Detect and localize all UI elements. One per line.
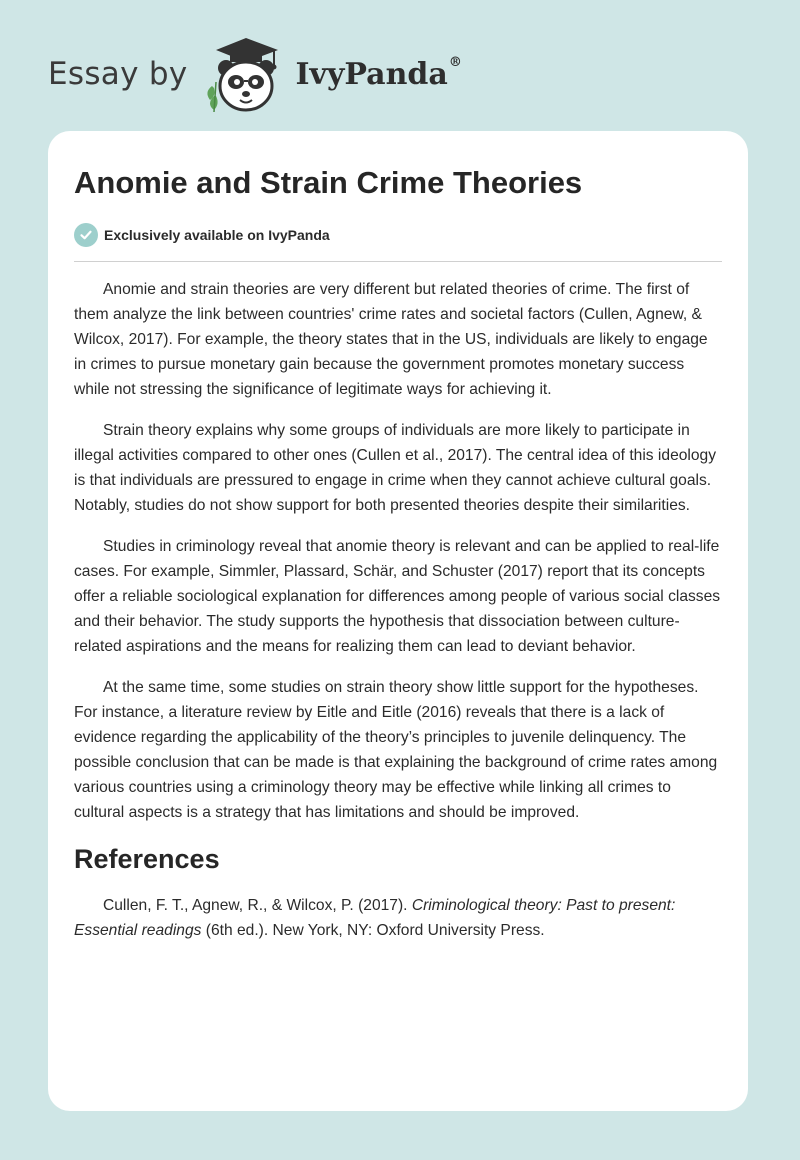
exclusive-label: Exclusively available on IvyPanda [104,227,330,243]
reference-authors: Cullen, F. T., Agnew, R., & Wilcox, P. (2017). [103,897,412,914]
paragraph: At the same time, some studies on strain theory show little support for the hypotheses. For instance, a literature review by Eitle and Eitle (2016) reveals that there is a lack of evidence regarding the applicability of the theory’s principles to juvenile delinquency. The possible conclusion that can be made is that explaining the background of crime rates among various countries using a criminology theory may be effective while linking all crimes to cultural aspects is a strategy that has limitations and should be improved. [74,679,718,821]
essay-card [48,131,748,1111]
page-title: Anomie and Strain Crime Theories [74,165,583,200]
site-header [48,34,462,114]
paragraph: Anomie and strain theories are very different but related theories of crime. The first of them analyze the link between countries' crime rates and societal factors (Cullen, Agnew, & Wilcox, 2017). For example, the theory states that in the US, individuals are likely to engage in crimes to pursue monetary gain because the government promotes monetary success while not stressing the significance of legitimate ways for achieving it. [74,281,708,398]
reference-title: Criminological theory: Past to present: Essential readings [74,897,676,939]
divider [74,261,722,262]
paragraph: Studies in criminology reveal that anomie theory is relevant and can be applied to real-life cases. For example, Simmler, Plassard, Schär, and Schuster (2017) report that its concepts offer a reliable sociological explanation for differences among people of various social classes and their behavior. The study supports the hypothesis that dissociation between culture-related aspirations and the means for realizing them can lead to deviant behavior. [74,538,721,655]
essay-by-label: Essay by [48,56,188,92]
exclusive-badge [74,223,330,247]
references-heading: References [74,844,220,874]
ivy-leaf-icon [207,82,217,112]
reference-entry [74,893,724,943]
brand-name[interactable]: IvyPanda® [295,54,462,92]
paragraph: Strain theory explains why some groups of individuals are more likely to participate in illegal activities compared to other ones (Cullen et al., 2017). The central idea of this ideology is that individuals are pressured to engage in crime when they cannot achieve cultural goals. Notably, studies do not show support for both presented theories despite their similarities. [74,422,717,514]
check-icon [74,223,98,247]
essay-body [74,277,724,943]
panda-logo-icon[interactable] [202,34,288,114]
reference-publisher: (6th ed.). New York, NY: Oxford University Press. [201,922,545,939]
registered-mark: ® [448,54,462,70]
